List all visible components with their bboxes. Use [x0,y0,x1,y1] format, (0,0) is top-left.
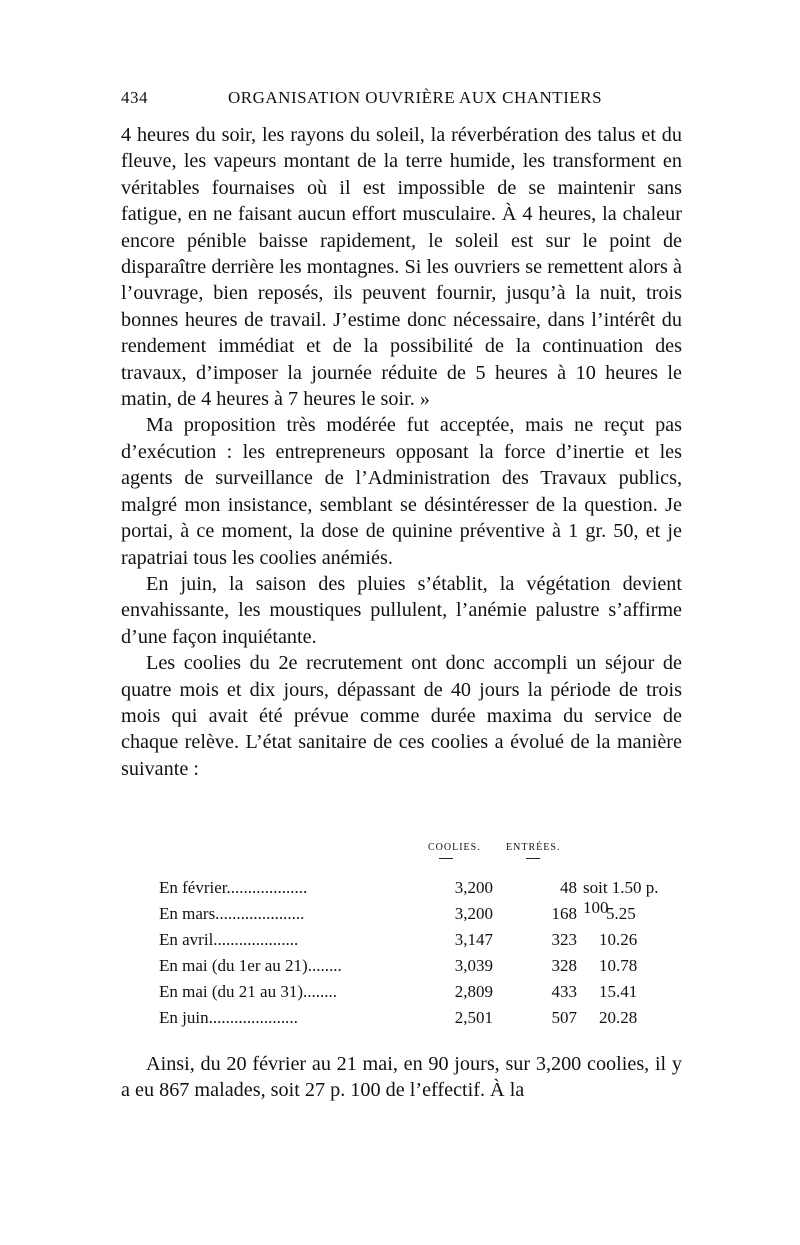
table-row [121,904,691,930]
table-row [121,930,691,956]
table-row [121,956,691,982]
row-percent: 5.25 [606,904,636,923]
row-label: En mars..................... [159,904,305,923]
row-entrees: 168 [551,904,577,923]
row-coolies: 2,501 [454,1008,493,1027]
column-dash [439,858,453,859]
paragraph-4: Les coolies du 2e recrutement ont donc accompli un séjour de quatre mois et dix jours, dépassant de 40 jours la période de trois mois qui avait été prévue comme durée maxima du service de chaque relève. L’état sanitaire de ces coolies a évolué de la manière suivante : [121,652,682,780]
running-header [121,88,681,116]
row-percent: 15.41 [599,982,638,1001]
row-entrees: 328 [551,956,577,975]
table-row [121,1008,691,1034]
table-row [121,982,691,1008]
row-coolies: 3,200 [454,904,493,923]
table-header [121,838,691,878]
body-text [121,122,682,782]
row-percent: 20.28 [599,1008,638,1027]
row-label: En mai (du 1er au 21)........ [159,956,342,975]
row-coolies: 2,809 [454,982,493,1001]
paragraph-closing: Ainsi, du 20 février au 21 mai, en 90 jours, sur 3,200 coolies, il y a eu 867 malades, soit 27 p. 100 de l’effectif. À la [121,1053,682,1102]
row-entrees: 433 [551,982,577,1001]
paragraph-1: 4 heures du soir, les rayons du soleil, la réverbération des talus et du fleuve, les vapeurs montant de la terre humide, les transforment en véritables fournaises où il est impossible de se maintenir sans fatigue, en ne faisant aucun effort musculaire. À 4 heures, la chaleur encore pénible baisse rapidement, le soleil est sur le point de disparaître derrière les montagnes. Si les ouvriers se remettent alors à l’ouvrage, bien reposés, ils peuvent fournir, jusqu’à la nuit, trois bonnes heures de travail. J’estime donc nécessaire, dans l’intérêt du rendement immédiat et de la possibilité de la continuation des travaux, d’imposer la journée réduite de 5 heures à 10 heures le matin, de 4 heures à 7 heures le soir. » [121,124,682,411]
row-coolies: 3,147 [454,930,493,949]
row-percent: 10.26 [599,930,638,949]
column-header-coolies: COOLIES. [428,842,481,853]
row-label: En juin..................... [159,1008,298,1027]
row-coolies: 3,200 [454,878,493,897]
row-percent: soit 1.50 p. 100 [583,878,659,917]
running-title: ORGANISATION OUVRIÈRE AUX CHANTIERS [228,88,603,107]
row-label: En mai (du 21 au 31)........ [159,982,337,1001]
closing-text [121,1051,682,1104]
row-percent: 10.78 [599,956,638,975]
row-entrees: 323 [551,930,577,949]
row-label: En février................... [159,878,308,897]
column-dash [526,858,540,859]
paragraph-2: Ma proposition très modérée fut acceptée, mais ne reçut pas d’exécution : les entrepreneurs opposant la force d’inertie et les agents de surveillance de l’Administration des Travaux publics, malgré mon insistance, semblant se désintéresser de la question. Je portai, à ce moment, la dose de quinine préventive à 1 gr. 50, et je rapatriai tous les coolies anémiés. [121,414,682,569]
page-number: 434 [121,88,148,107]
row-entrees: 48 [560,878,577,897]
row-label: En avril.................... [159,930,299,949]
column-header-entrees: ENTRÉES. [506,842,561,853]
health-table [121,838,691,1038]
paragraph-3: En juin, la saison des pluies s’établit, la végétation devient envahissante, les moustiques pullulent, l’anémie palustre s’affirme d’une façon inquiétante. [121,572,682,648]
row-coolies: 3,039 [454,956,493,975]
row-entrees: 507 [551,1008,577,1027]
